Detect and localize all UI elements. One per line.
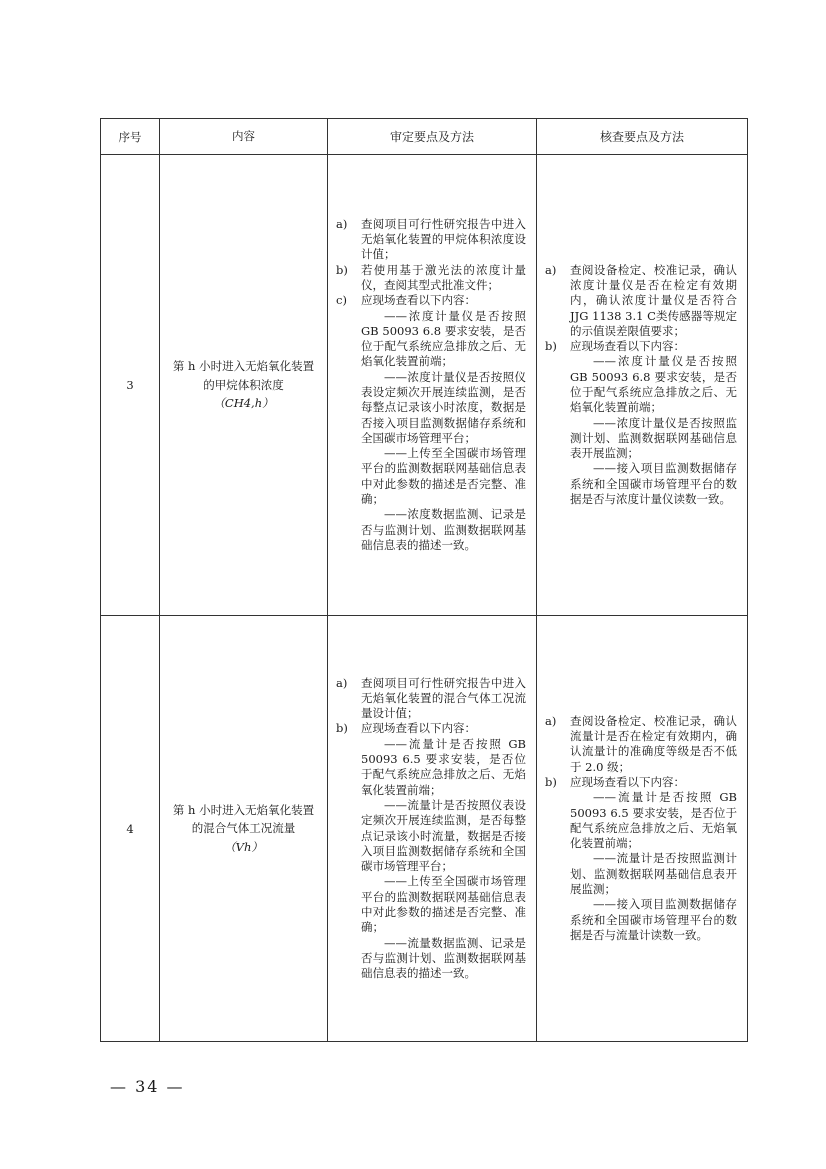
method-list-item: [336, 721, 526, 981]
list-item-marker: a): [336, 675, 348, 690]
header-verification-method: 核查要点及方法: [537, 119, 748, 155]
method-list-item: [336, 676, 526, 722]
list-item-text: 应现场查看以下内容：: [361, 721, 476, 736]
sub-check-item: ——浓度数据监测、记录是否与监测计划、监测数据联网基础信息表的描述一致。: [361, 507, 526, 552]
header-serial: 序号: [101, 119, 160, 155]
method-list-item: [336, 293, 526, 553]
sub-check-item: ——流量计是否按照监测计划、监测数据联网基础信息表开展监测；: [570, 851, 737, 897]
method-list: [537, 714, 747, 943]
method-list: [328, 676, 536, 982]
sub-check-item: ——流量计是否按照 GB 50093 6.5 要求安装，是否位于配气系统应急排放之后、无焰氧化装置前端；: [570, 790, 737, 851]
table-row: [101, 616, 748, 1042]
row-serial-number: 3: [101, 155, 160, 616]
sub-check-item: ——流量计是否按照仪表设定频次开展连续监测，是否每整点记录该小时流量，数据是否接入项目监测数据储存系统和全国碳市场管理平台；: [361, 797, 526, 874]
list-item-marker: c): [336, 293, 347, 308]
method-list-item: [336, 263, 526, 294]
validation-method-cell: [328, 616, 537, 1042]
list-item-marker: a): [545, 713, 557, 728]
row-content-text: 第 h 小时进入无焰氧化装置的混合气体工况流量: [172, 802, 315, 836]
method-list-item: [545, 775, 737, 943]
list-item-text: 查阅项目可行性研究报告中进入无焰氧化装置的甲烷体积浓度设计值；: [361, 216, 526, 262]
validation-method-cell: [328, 155, 537, 616]
verification-method-cell: [537, 616, 748, 1042]
sub-check-item: ——接入项目监测数据储存系统和全国碳市场管理平台的数据是否与流量计读数一致。: [570, 897, 737, 942]
table-header-row: [101, 119, 748, 155]
sub-check-item: ——浓度计量仪是否按照监测计划、监测数据联网基础信息表开展监测；: [570, 415, 737, 461]
sub-check-item: ——上传至全国碳市场管理平台的监测数据联网基础信息表中对此参数的描述是否完整、准确；: [361, 446, 526, 507]
list-item-text: 若使用基于激光法的浓度计量仪，查阅其型式批准文件；: [361, 262, 526, 292]
requirements-table: [100, 118, 748, 1042]
row-content-text: 第 h 小时进入无焰氧化装置的甲烷体积浓度: [172, 359, 315, 392]
table-body: [101, 155, 748, 1042]
list-item-marker: a): [336, 216, 348, 231]
sub-check-item: ——浓度计量仪是否按照仪表设定频次开展连续监测，是否每整点记录该小时浓度，数据是否接入项目监测数据储存系统和全国碳市场管理平台；: [361, 369, 526, 445]
list-item-text: 应现场查看以下内容：: [570, 339, 685, 354]
row-parameter-symbol: （CH4,h）: [213, 396, 274, 411]
method-list: [537, 263, 747, 508]
list-item-text: 应现场查看以下内容：: [361, 293, 476, 308]
list-item-marker: a): [545, 262, 557, 277]
list-item-text: 查阅设备检定、校准记录，确认流量计是否在检定有效期内，确认流量计的准确度等级是否不低于 2.0 级；: [570, 713, 737, 774]
sub-check-item: ——接入项目监测数据储存系统和全国碳市场管理平台的数据是否与浓度计量仪读数一致。: [570, 461, 737, 507]
verification-method-cell: [537, 155, 748, 616]
list-item-marker: b): [545, 774, 557, 789]
sub-check-item: ——流量计是否按照 GB 50093 6.5 要求安装，是否位于配气系统应急排放之后、无焰氧化装置前端；: [361, 736, 526, 797]
sub-check-item: ——上传至全国碳市场管理平台的监测数据联网基础信息表中对此参数的描述是否完整、准确；: [361, 874, 526, 935]
requirements-table-wrapper: [100, 118, 737, 1042]
header-content: 内容: [160, 119, 328, 155]
list-item-marker: b): [336, 262, 348, 277]
list-item-text: 查阅项目可行性研究报告中进入无焰氧化装置的混合气体工况流量设计值；: [361, 675, 526, 721]
sub-check-item: ——浓度计量仪是否按照 GB 50093 6.8 要求安装，是否位于配气系统应急排放之后、无焰氧化装置前端；: [570, 354, 737, 415]
method-list-item: [545, 714, 737, 775]
list-item-text: 应现场查看以下内容：: [570, 774, 685, 789]
row-serial-number: 4: [101, 616, 160, 1042]
table-row: [101, 155, 748, 616]
row-content-cell: [160, 155, 328, 616]
header-validation-method: 审定要点及方法: [328, 119, 537, 155]
page-number: — 34 —: [110, 1077, 185, 1096]
list-item-text: 查阅设备检定、校准记录，确认浓度计量仪是否在检定有效期内，确认浓度计量仪是否符合JJG 1138 3.1 C类传感器等规定的示值误差限值要求；: [570, 262, 737, 338]
row-parameter-symbol: （Vh）: [224, 839, 263, 854]
list-item-marker: b): [545, 339, 557, 354]
list-item-marker: b): [336, 721, 348, 736]
method-list-item: [336, 217, 526, 263]
method-list: [328, 217, 536, 554]
method-list-item: [545, 263, 737, 339]
method-list-item: [545, 339, 737, 507]
sub-check-item: ——流量数据监测、记录是否与监测计划、监测数据联网基础信息表的描述一致。: [361, 935, 526, 981]
row-content-cell: [160, 616, 328, 1042]
sub-check-item: ——浓度计量仪是否按照 GB 50093 6.8 要求安装，是否位于配气系统应急排放之后、无焰氧化装置前端；: [361, 308, 526, 369]
